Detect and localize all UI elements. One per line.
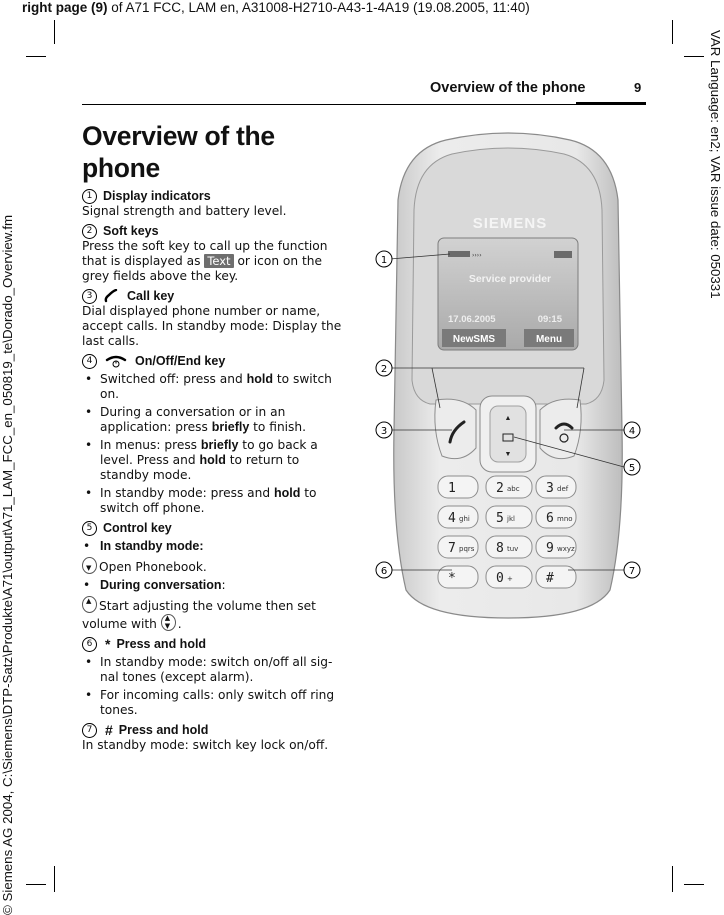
keypad-key-cap <box>438 566 478 588</box>
text-bold: hold <box>199 453 226 467</box>
text-key-badge: Text <box>204 254 233 268</box>
text-bold: briefly <box>200 438 239 452</box>
subheading: In standby mode: <box>100 539 204 553</box>
keypad-key-9[interactable] <box>536 536 576 558</box>
nav-down-icon: ▼ <box>82 557 97 574</box>
item-heading-5 <box>82 520 350 536</box>
keypad-key-digit: 5 <box>496 511 504 526</box>
text-fragment: to finish. <box>249 420 306 434</box>
callout-label-1: 1 <box>380 255 388 266</box>
text-fragment: In menus: press <box>100 438 201 452</box>
crop-mark <box>54 866 55 892</box>
battery-indicator <box>554 251 572 258</box>
side-margin-left: © Siemens AG 2004, C:\Siemens\DTP-Satz\Produkte\A71\output\A71_LAM_FCC_en_050819_te\Dorado_Overview.fm <box>0 214 15 915</box>
phone-brand: SIEMENS <box>472 215 548 232</box>
keypad-key-star[interactable] <box>438 566 478 588</box>
keypad-key-1[interactable] <box>438 476 478 498</box>
crop-mark <box>26 56 46 57</box>
item-heading-1 <box>82 188 350 204</box>
text-fragment: Start adjusting the volume then set volume with <box>82 599 316 631</box>
star-key-icon: * <box>105 636 111 652</box>
phone-time: 09:15 <box>537 314 562 325</box>
page-number: 9 <box>634 80 642 95</box>
softkey-label-right: Menu <box>535 334 563 345</box>
callout-number-5: 5 <box>82 521 97 536</box>
crop-mark <box>684 884 704 885</box>
callout-number-6: 6 <box>82 637 97 652</box>
keypad-key-letters: + <box>507 575 513 583</box>
callout-label-3: 3 <box>380 426 388 437</box>
control-up-arrow: ▲ <box>504 415 512 422</box>
nav-up-down-icon: ▲ ▼ <box>161 614 176 631</box>
item-text <box>82 596 350 632</box>
list-item: • For incoming calls: only switch off ring tones. <box>82 688 350 718</box>
keypad-key-3[interactable] <box>536 476 576 498</box>
keypad-key-letters: mno <box>557 515 573 523</box>
keypad-key-digit: 9 <box>546 541 554 556</box>
crop-mark <box>672 866 673 892</box>
keypad-key-cap <box>438 476 478 498</box>
keypad-key-letters: abc <box>507 485 520 493</box>
callout-label-4: 4 <box>628 426 636 437</box>
list-item <box>82 438 350 483</box>
keypad-key-2[interactable] <box>486 476 532 498</box>
header-rule <box>82 104 576 105</box>
item-text <box>82 239 350 284</box>
subheading: During conversation <box>100 578 222 592</box>
item-heading-label: Soft keys <box>103 224 159 238</box>
item-heading-4 <box>82 353 350 369</box>
callout-label-2: 2 <box>380 364 388 375</box>
list-item <box>82 578 350 593</box>
item-heading-6 <box>82 636 350 652</box>
text-fragment: Press the soft key to call up the function that is displayed as <box>82 239 328 268</box>
keypad-key-6[interactable] <box>536 506 576 528</box>
keypad-key-digit: * <box>448 571 456 586</box>
text-fragment: During a conversation or in an application: press <box>100 405 286 434</box>
item-heading-3 <box>82 288 350 304</box>
running-head: Overview of the phone <box>430 80 586 96</box>
list-item <box>82 539 350 554</box>
item-text <box>82 557 350 575</box>
item-heading-label: On/Off/End key <box>135 354 226 368</box>
text-fragment: : <box>221 578 226 592</box>
text-fragment: to return to standby mode. <box>100 453 300 482</box>
text-fragment: or icon on the grey fields above the key. <box>82 254 322 283</box>
item-text: Signal strength and battery level. <box>82 204 287 218</box>
text-bold: hold <box>246 372 273 386</box>
text-bold: briefly <box>211 420 250 434</box>
phone-provider: Service provider <box>468 273 552 285</box>
header-rule-thick <box>576 102 646 105</box>
callout-number-4: 4 <box>82 354 97 369</box>
keypad-key-7[interactable] <box>438 536 478 558</box>
keypad-key-letters: def <box>557 485 569 493</box>
keypad-key-cap <box>438 506 478 528</box>
call-key-icon <box>103 289 121 303</box>
callout-number-2: 2 <box>82 224 97 239</box>
list-item <box>82 372 350 402</box>
keypad-key-5[interactable] <box>486 506 532 528</box>
item-heading-7 <box>82 722 350 738</box>
crop-mark <box>684 56 704 57</box>
print-header <box>22 0 530 15</box>
keypad-key-digit: 2 <box>496 481 504 496</box>
end-key-icon <box>103 354 129 368</box>
print-header-rest: of A71 FCC, LAM en, A31008-H2710-A43-1-4A19 (19.08.2005, 11:40) <box>107 0 530 15</box>
callout-number-3: 3 <box>82 289 97 304</box>
keypad-key-0[interactable] <box>486 566 532 588</box>
hash-key-icon: # <box>105 722 113 738</box>
keypad-key-digit: 3 <box>546 481 554 496</box>
keypad-key-8[interactable] <box>486 536 532 558</box>
list-item <box>82 486 350 516</box>
keypad-key-digit: 8 <box>496 541 504 556</box>
control-down-arrow: ▼ <box>504 451 512 458</box>
keypad-key-letters: ghi <box>459 515 470 523</box>
keypad-key-letters: jkl <box>507 515 515 523</box>
keypad-key-letters: wxyz <box>557 545 575 553</box>
keypad-key-hash[interactable] <box>536 566 576 588</box>
page-title: Overview of the phone <box>82 121 275 183</box>
text-fragment: to switch on. <box>100 372 332 401</box>
keypad-key-digit: 7 <box>448 541 456 556</box>
text-fragment: to go back a level. Press and <box>100 438 318 467</box>
keypad-key-digit: # <box>546 571 554 586</box>
svg-text:››››: ›››› <box>472 252 482 259</box>
keypad-key-letters: pqrs <box>459 545 475 553</box>
item-text: Dial displayed phone number or name, accept calls. In standby mode: Display the last calls. <box>82 304 342 348</box>
callout-label-6: 6 <box>380 566 388 577</box>
list-item: • In standby mode: switch on/off all sig-nal tones (except alarm). <box>82 655 350 685</box>
side-margin-right: VAR Language: en2; VAR issue date: 050331 <box>708 30 723 299</box>
nav-up-icon: ▲ <box>82 596 97 613</box>
keypad-key-digit: 1 <box>448 481 456 496</box>
item-heading-label: Press and hold <box>118 723 209 737</box>
keypad-key-digit: 6 <box>546 511 554 526</box>
callout-number-7: 7 <box>82 723 97 738</box>
item-heading-2 <box>82 223 350 239</box>
text-column <box>82 120 350 755</box>
callout-label-5: 5 <box>628 463 636 474</box>
callout-number-1: 1 <box>82 189 97 204</box>
callout-label-7: 7 <box>628 566 636 577</box>
phone-date: 17.06.2005 <box>448 314 496 325</box>
crop-mark <box>672 20 673 44</box>
keypad-key-letters: tuv <box>507 545 519 553</box>
item-heading-label: Display indicators <box>103 189 211 203</box>
phone-svg <box>372 130 644 620</box>
phone-illustration <box>372 130 644 620</box>
text-fragment: . <box>177 617 182 631</box>
crop-mark <box>26 884 46 885</box>
keypad-key-digit: 0 <box>496 571 504 586</box>
text-fragment: In standby mode: press and <box>100 486 274 500</box>
softkey-label-left: NewSMS <box>452 334 496 345</box>
list-item <box>82 405 350 435</box>
keypad-key-cap <box>536 476 576 498</box>
item-heading-label: Control key <box>103 521 172 535</box>
text-fragment: Switched off: press and <box>100 372 247 386</box>
item-text: In standby mode: switch key lock on/off. <box>82 738 329 752</box>
keypad-key-cap <box>536 566 576 588</box>
crop-mark <box>54 20 55 44</box>
text-fragment: Open Phonebook. <box>99 560 207 574</box>
item-heading-label: Press and hold <box>116 637 207 651</box>
text-bold: hold <box>273 486 301 500</box>
item-heading-label: Call key <box>127 289 175 303</box>
print-header-bold: right page (9) <box>22 0 108 15</box>
text-fragment: to switch off phone. <box>100 486 317 515</box>
keypad-key-4[interactable] <box>438 506 478 528</box>
keypad-key-digit: 4 <box>448 511 456 526</box>
